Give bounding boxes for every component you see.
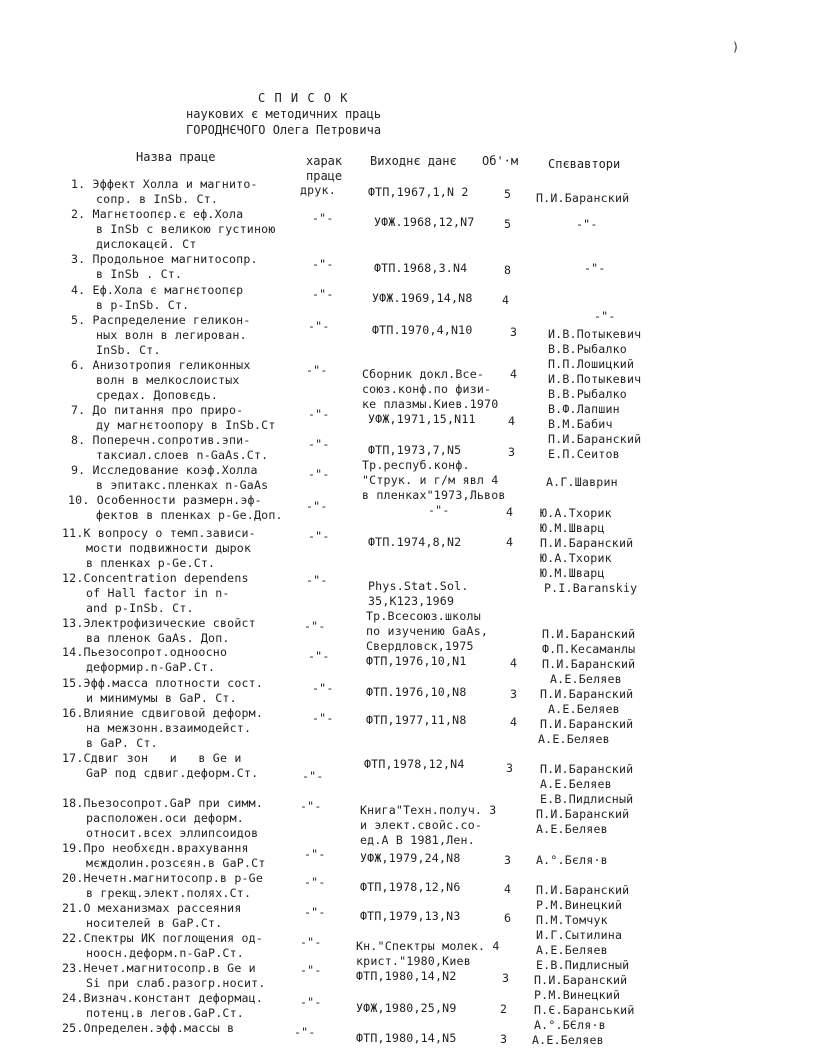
pub-type: друк. [300, 183, 336, 197]
source-line: Тр.Всесоюз.школы [366, 609, 481, 623]
title-line: 18.Пьезосопрот.GaP при симм. [62, 796, 264, 810]
title-line: 3. Продольное магнитосопр. [71, 252, 258, 266]
coauthor-line: -"- [584, 261, 606, 275]
title-line: потенц.в легов.GaP.Ст. [86, 1006, 244, 1020]
source-line: Phys.Stat.Sol. [368, 579, 469, 593]
title-line: относит.всех эллипсоидов [86, 826, 259, 840]
coauthor-line: А.Е.Беляев [548, 702, 620, 716]
title-line: носителей в GaP.Ст. [86, 916, 223, 930]
source-line: 35,K123,1969 [368, 594, 455, 608]
volume-value: 4 [506, 505, 514, 519]
volume-value: 3 [500, 1032, 508, 1046]
coauthor-line: Ю.А.Тхорик [540, 506, 612, 520]
pub-type: -"- [300, 935, 322, 949]
coauthor-line: А.Е.Беляев [540, 777, 612, 791]
pub-type: -"- [308, 319, 330, 333]
title-line: and p-InSb. Ст. [86, 601, 194, 615]
coauthor-line: Р.М.Винецкий [534, 988, 621, 1002]
coauthor-line: В.В.Рыбалко [548, 387, 627, 401]
pub-type: -"- [294, 1025, 316, 1039]
pub-type: -"- [304, 875, 326, 889]
title-line: мєждолин.розсєян.в GaP.Ст [86, 856, 266, 870]
title-line: фектов в пленках p-Ge.Доп. [96, 508, 283, 522]
title-line: 22.Спектры ИК поглощения од- [62, 931, 264, 945]
volume-value: 4 [510, 656, 518, 670]
volume-value: 8 [504, 263, 512, 277]
title-line: в InSb . Ст. [96, 267, 183, 281]
coauthor-line: П.М.Томчук [536, 913, 608, 927]
source-line: крист."1980,Киев [356, 954, 471, 968]
title-line: 6. Анизотропия геликонных [71, 358, 251, 372]
coauthor-line: А.Г.Шаврин [546, 475, 618, 489]
source-line: и элект.свойс.со- [360, 818, 483, 832]
pub-type: -"- [308, 437, 330, 451]
title-line: 12.Concentration dependens [62, 571, 249, 585]
coauthor-line: В.В.Рыбалко [548, 342, 627, 356]
title-line: нооcн.деформ.n-GaP.Ст. [86, 946, 244, 960]
coauthor-line: П.И.Баранский [536, 191, 630, 205]
title-line: в p-InSb. Ст. [96, 298, 190, 312]
volume-value: 5 [504, 217, 512, 231]
col-header-source: Виходнє данє [370, 154, 457, 168]
title-line: в эпитакс.пленках n-GaAs [96, 478, 269, 492]
title-line: 21.О механизмах рассеяния [62, 901, 242, 915]
author-line: ГОРОДНЄЧОГО Олега Петровича [186, 123, 382, 137]
coauthor-line: П.И.Баранский [536, 807, 630, 821]
title-line: деформир.n-GaP.Ст. [86, 660, 216, 674]
coauthor-line: А.Е.Беляев [550, 672, 622, 686]
volume-value: 4 [504, 882, 512, 896]
coauthor-line: П.И.Баранский [540, 717, 634, 731]
coauthor-line: Ф.П.Кесаманлы [542, 642, 636, 656]
pub-type: -"- [308, 467, 330, 481]
coauthor-line: А.Е.Беляев [532, 1033, 604, 1047]
coauthor-line: Е.В.Пидлисный [536, 958, 630, 972]
title-line: 14.Пьезосопрот.одноосно [62, 645, 228, 659]
col-header-type-1: харак [306, 154, 343, 168]
title-line: 7. До питання про приро- [71, 403, 244, 417]
pub-type: -"- [312, 257, 334, 271]
source-line: Кн."Спектры молек. 4 [356, 939, 500, 953]
volume-value: 4 [506, 535, 514, 549]
source-line: -"- [428, 503, 450, 517]
pub-type: -"- [300, 995, 322, 1009]
title-line: сопр. в InSb. Ст. [96, 192, 219, 206]
source-line: ФТП.1968,3.N4 [374, 261, 468, 275]
coauthor-line: И.В.Потыкевич [548, 327, 642, 341]
title-line: в пленках p-Ge.Ст. [86, 556, 216, 570]
coauthor-line: П.И.Баранский [534, 973, 628, 987]
coauthor-line: Ю.М.Шварц [540, 566, 605, 580]
source-line: в пленках"1973,Львов [362, 488, 506, 502]
volume-value: 3 [508, 445, 516, 459]
title-line: InSb. Ст. [96, 343, 161, 357]
coauthor-line: -"- [576, 217, 598, 231]
title-line: 8. Поперечн.сопротив.эпи- [71, 433, 251, 447]
title-line: в грекщ.элект.полях.Ст. [86, 886, 252, 900]
source-line: УФЖ,1971,15,N11 [368, 412, 476, 426]
title-line: Si при слаб.разогр.носит. [86, 976, 266, 990]
title-line: 25.Определен.эфф.массы в [62, 1021, 235, 1035]
title-line: 16.Влияние сдвиговой деформ. [62, 706, 264, 720]
source-line: ФТП,1976,10,N1 [366, 654, 467, 668]
title-line: ду магнєтоопору в InSb.Ст [96, 418, 276, 432]
source-line: УФЖ.1969,14,N8 [372, 291, 473, 305]
pub-type: -"- [304, 619, 326, 633]
title-line: 5. Распределение геликон- [71, 313, 251, 327]
pub-type: -"- [300, 799, 322, 813]
source-line: ФТП.1970,4,N10 [372, 323, 473, 337]
coauthor-line: П.Є.Баранський [534, 1003, 635, 1017]
source-line: УФЖ.1968,12,N7 [374, 215, 475, 229]
title-line: 9. Исследование коэф.Холла [71, 463, 258, 477]
pub-type: -"- [306, 573, 328, 587]
coauthor-line: П.И.Баранский [548, 432, 642, 446]
coauthor-line: П.И.Баранский [540, 536, 634, 550]
pub-type: -"- [312, 681, 334, 695]
title-line: of Hall factor in n- [86, 586, 230, 600]
coauthor-line: А.Е.Беляев [538, 732, 610, 746]
source-line: ФТП.1974,8,N2 [368, 535, 462, 549]
title-line: 19.Про необхєдн.врахування [62, 841, 249, 855]
pub-type: -"- [308, 649, 330, 663]
coauthor-line: Р.М.Винецкий [536, 898, 623, 912]
title-line: GaP под сдвиг.деформ.Ст. [86, 766, 259, 780]
volume-value: 5 [504, 187, 512, 201]
coauthor-line: Ю.А.Тхорик [540, 551, 612, 565]
col-header-type-2: праце [306, 169, 343, 183]
corner-mark: ) [732, 40, 740, 54]
volume-value: 3 [504, 853, 512, 867]
title-line: ных волн в легирован. [96, 328, 247, 342]
pub-type: -"- [312, 211, 334, 225]
title-line: в InSb с великою густиною [96, 222, 276, 236]
title-line: 10. Особенности размерн.эф- [68, 493, 262, 507]
source-line: Книга"Техн.получ. 3 [360, 803, 497, 817]
source-line: УФЖ,1979,24,N8 [360, 851, 461, 865]
coauthor-line: В.М.Бабич [548, 417, 613, 431]
source-line: ке плазмы.Киев.1970 [362, 397, 499, 411]
title-line: средах. Доповєдь. [96, 388, 219, 402]
volume-value: 3 [510, 325, 518, 339]
coauthor-line: А.°.БЄля·в [534, 1018, 606, 1032]
volume-value: 4 [508, 414, 516, 428]
pub-type: -"- [302, 769, 324, 783]
title-line: и минимумы в GaP. Ст. [86, 691, 237, 705]
volume-value: 4 [510, 715, 518, 729]
coauthor-line: П.И.Баранский [542, 657, 636, 671]
coauthor-line: П.И.Баранский [540, 762, 634, 776]
pub-type: -"- [306, 499, 328, 513]
coauthor-line: P.I.Baranskiy [544, 581, 638, 595]
page-title: С П И С О К [258, 91, 349, 105]
title-line: мости подвижности дырок [86, 541, 252, 555]
col-header-volume: Об'·м [482, 154, 519, 168]
title-line: 24.Визнач.констант деформац. [62, 991, 264, 1005]
source-line: ФТП,1978,12,N6 [360, 880, 461, 894]
source-line: ед.А В 1981,Лен. [360, 833, 475, 847]
source-line: союз.конф.по физи- [362, 382, 492, 396]
pub-type: -"- [300, 963, 322, 977]
pub-type: -"- [308, 529, 330, 543]
title-line: 15.Эфф.масса плотности сост. [62, 676, 264, 690]
pub-type: -"- [304, 847, 326, 861]
volume-value: 3 [502, 971, 510, 985]
coauthor-line: В.Ф.Лапшин [548, 402, 620, 416]
title-line: 11.К вопросу о темп.зависи- [62, 526, 256, 540]
coauthor-line: А.Е.Беляев [536, 822, 608, 836]
coauthor-line: П.И.Баранский [540, 687, 634, 701]
title-line: дислокацєй. Ст [96, 237, 197, 251]
source-line: ФТП,1980,14,N5 [356, 1031, 457, 1045]
coauthor-line: Е.В.Пидлисный [540, 792, 634, 806]
title-line: 20.Нечетн.магнитосопр.в p-Ge [62, 871, 264, 885]
source-line: ФТП,1973,7,N5 [368, 443, 462, 457]
coauthor-line: П.П.Лошицкий [548, 357, 635, 371]
volume-value: 4 [502, 293, 510, 307]
coauthor-line: П.И.Баранский [542, 627, 636, 641]
pub-type: -"- [312, 711, 334, 725]
source-line: УФЖ,1980,25,N9 [356, 1001, 457, 1015]
coauthor-line: Ю.М.Шварц [540, 521, 605, 535]
source-line: Тр.респуб.конф. [362, 458, 470, 472]
coauthor-line: И.Г.Сытилина [536, 928, 623, 942]
pub-type: -"- [306, 363, 328, 377]
coauthor-line: А.°.Бєля·в [536, 853, 608, 867]
source-line: "Струк. и г/м явл 4 [362, 473, 499, 487]
volume-value: 3 [506, 761, 514, 775]
coauthor-line: П.И.Баранский [536, 883, 630, 897]
pub-type: -"- [304, 905, 326, 919]
col-header-coauthors: Спєвавтори [548, 157, 621, 171]
title-line: 1. Эффект Холла и магнито- [71, 177, 258, 191]
pub-type: -"- [312, 287, 334, 301]
title-line: 23.Нечет.магнитосопр.в Ge и [62, 961, 256, 975]
title-line: 4. Еф.Хола є магнєтоопєр [71, 283, 244, 297]
source-line: ФТП.1976,10,N8 [366, 685, 467, 699]
source-line: ФТП,1967,1,N 2 [368, 185, 469, 199]
source-line: ФТП,1980,14,N2 [356, 969, 457, 983]
pub-type: -"- [308, 407, 330, 421]
title-line: ва пленок GaAs. Доп. [86, 631, 230, 645]
source-line: ФТП,1978,12,N4 [364, 757, 465, 771]
page-subtitle: наукових є методичних праць [186, 107, 382, 121]
volume-value: 6 [504, 911, 512, 925]
source-line: ФТП,1979,13,N3 [360, 909, 461, 923]
title-line: расположен.оси деформ. [86, 811, 244, 825]
coauthor-line: А.Е.Беляев [536, 943, 608, 957]
title-line: 13.Электрофизические свойст [62, 616, 256, 630]
source-line: Сборник докл.Все- [362, 367, 485, 381]
volume-value: 3 [510, 687, 518, 701]
coauthor-line: И.В.Потыкевич [548, 372, 642, 386]
coauthor-line: -"- [594, 309, 616, 323]
title-line: 17.Сдвиг зон и в Ge и [62, 751, 242, 765]
title-line: в GaP. Ст. [86, 736, 158, 750]
volume-value: 4 [510, 367, 518, 381]
col-header-title: Назва праце [136, 150, 216, 164]
title-line: таксиал.слоев n-GaAs.Ст. [96, 448, 269, 462]
coauthor-line: Е.П.Сеитов [548, 447, 620, 461]
title-line: 2. Магнєтоопєр.є еф.Хола [71, 207, 244, 221]
volume-value: 2 [500, 1002, 508, 1016]
source-line: ФТП,1977,11,N8 [366, 713, 467, 727]
source-line: по изучению GaAs, [366, 624, 489, 638]
source-line: Свердловск,1975 [366, 639, 474, 653]
title-line: на межзонн.взаимодейст. [86, 721, 252, 735]
title-line: волн в мелкослоистых [96, 373, 240, 387]
